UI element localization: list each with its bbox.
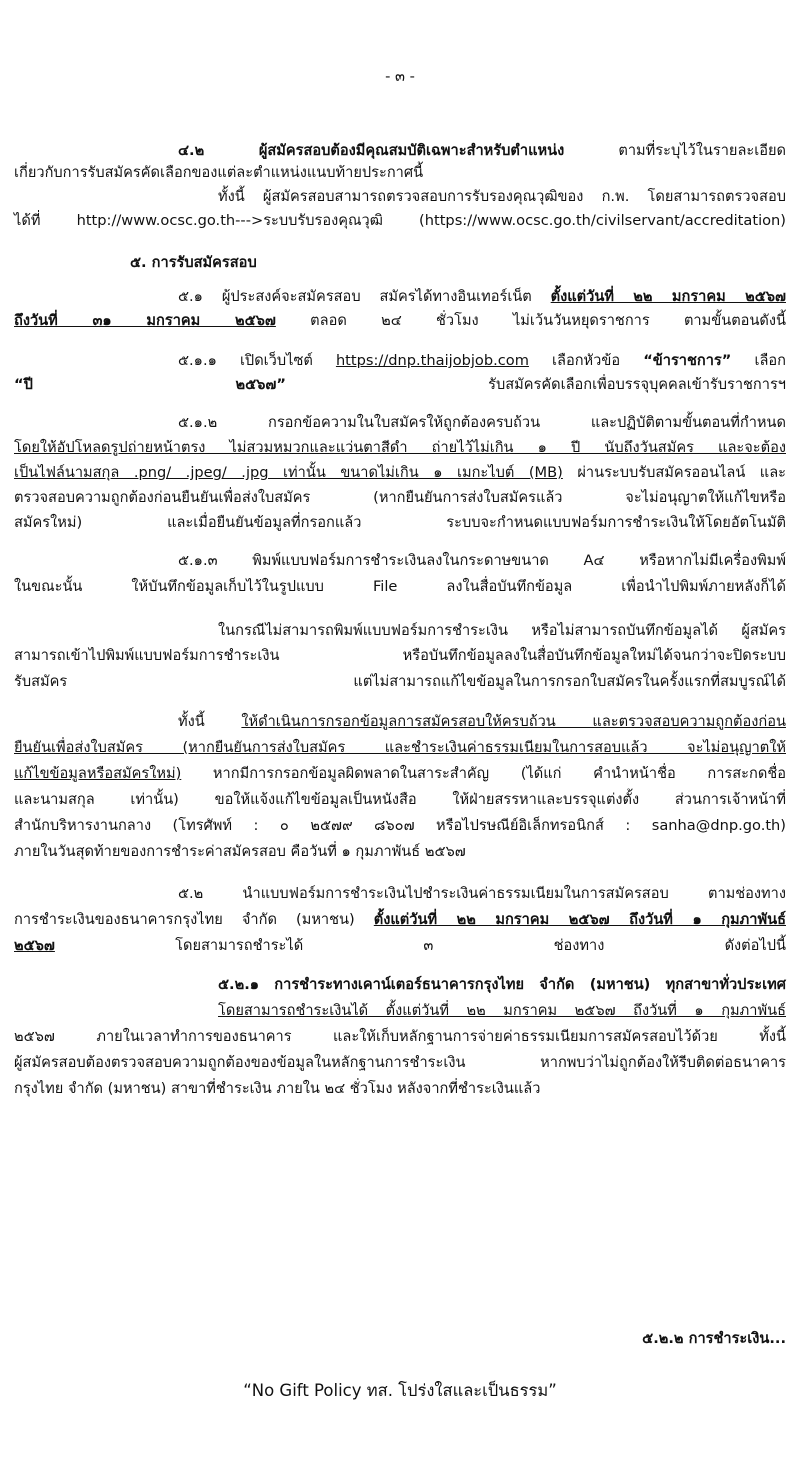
s5-1-line-2 xyxy=(14,310,786,332)
s5-1-2-text: ผ่านระบบรับสมัครออนไลน์ และ xyxy=(562,464,786,481)
s5-1-end-date: ถึงวันที่ ๓๑ มกราคม ๒๕๖๗ xyxy=(14,312,276,329)
s5-1-2-line-3 xyxy=(14,462,786,484)
note-prefix: ทั้งนี้ xyxy=(178,713,242,730)
s4-2-line-2: เกี่ยวกับการรับสมัครคัดเลือกของแต่ละตำแหน่งแนบท้ายประกาศนี้ xyxy=(14,164,424,181)
s5-1-2-line-1: ๕.๑.๒ กรอกข้อความในใบสมัครให้ถูกต้องครบถ้วน และปฏิบัติตามขั้นตอนที่กำหนด xyxy=(178,414,786,431)
note-line-3 xyxy=(14,763,786,785)
note-line-6: ภายในวันสุดท้ายของการชำระค่าสมัครสอบ คือวันที่ ๑ กุมภาพันธ์ ๒๕๖๗ xyxy=(14,843,466,860)
s4-2-line-4: ได้ที่ http://www.ocsc.go.th--->ระบบรับรองคุณวุฒิ (https://www.ocsc.go.th/civilservant/accreditation) xyxy=(14,212,786,229)
s5-2-line-3 xyxy=(14,935,786,957)
s5-2-1-line-4: ผู้สมัครสอบต้องตรวจสอบความถูกต้องของข้อมูลในหลักฐานการชำระเงิน หากพบว่าไม่ถูกต้องให้รีบติดต่อธนาคาร xyxy=(14,1054,786,1071)
s5-heading: ๕. การรับสมัครสอบ xyxy=(130,254,257,271)
s4-2-line-1 xyxy=(178,140,786,162)
s5-1-1-line-1 xyxy=(178,350,786,372)
note-line-4: และนามสกุล เท่านั้น) ขอให้แจ้งแก้ไขข้อมูลเป็นหนังสือ ให้ฝ่ายสรรหาและบรรจุแต่งตั้ง ส่วนการเจ้าหน้าที่ xyxy=(14,791,786,808)
s5-1-2-line-4: ตรวจสอบความถูกต้องก่อนยืนยันเพื่อส่งใบสมัคร (หากยืนยันการส่งใบสมัครแล้ว จะไม่อนุญาตให้แก้ไขหรือ xyxy=(14,489,786,506)
continued-marker: ๕.๒.๒ การชำระเงิน... xyxy=(642,1330,786,1347)
s5-1-3-line-4: สามารถเข้าไปพิมพ์แบบฟอร์มการชำระเงิน หรือบันทึกข้อมูลลงในสื่อบันทึกข้อมูลใหม่ได้จนกว่าจะปิดระบบ xyxy=(14,647,786,664)
s5-1-line-1 xyxy=(178,286,786,308)
s5-2-line-1: ๕.๒ นำแบบฟอร์มการชำระเงินไปชำระเงินค่าธรรมเนียมในการสมัครสอบ ตามช่องทาง xyxy=(178,885,786,902)
page-number: - ๓ - xyxy=(385,68,415,85)
s4-2-heading: ๔.๒ ผู้สมัครสอบต้องมีคุณสมบัติเฉพาะสำหรับตำแหน่ง xyxy=(178,142,565,159)
s5-2-period: ตั้งแต่วันที่ ๒๒ มกราคม ๒๕๖๗ ถึงวันที่ ๑ กุมภาพันธ์ xyxy=(373,911,786,928)
website-link[interactable]: https://dnp.thaijobjob.com xyxy=(335,352,529,369)
note-emphasis: ให้ดำเนินการกรอกข้อมูลการสมัครสอบให้ครบถ้วน และตรวจสอบความถูกต้องก่อน xyxy=(241,713,786,730)
s5-1-text-2: ตลอด ๒๔ ชั่วโมง ไม่เว้นวันหยุดราชการ ตามขั้นตอนดังนี้ xyxy=(275,312,786,329)
note-text: หากมีการกรอกข้อมูลผิดพลาดในสาระสำคัญ (ได้แก่ คำนำหน้าชื่อ การสะกดชื่อ xyxy=(181,765,786,782)
s5-2-text: การชำระเงินของธนาคารกรุงไทย จำกัด (มหาชน) xyxy=(14,911,374,928)
s5-1-1-year: “ปี ๒๕๖๗” xyxy=(14,376,286,393)
note-line-5: สำนักบริหารงานกลาง (โทรศัพท์ : ๐ ๒๕๗๙ ๘๖๐๗ หรือไปรษณีย์อิเล็กทรอนิกส์ : sanha@dnp.go.th) xyxy=(14,817,786,834)
s4-2-line-3: ทั้งนี้ ผู้สมัครสอบสามารถตรวจสอบการรับรองคุณวุฒิของ ก.พ. โดยสามารถตรวจสอบ xyxy=(218,188,786,205)
s5-1-3-line-5: รับสมัคร แต่ไม่สามารถแก้ไขข้อมูลในการกรอกใบสมัครในครั้งแรกที่สมบูรณ์ได้ xyxy=(14,673,786,690)
s5-2-line-2 xyxy=(14,909,786,931)
s5-2-period-year: ๒๕๖๗ xyxy=(14,937,55,954)
footer-slogan: “No Gift Policy ทส. โปร่งใสและเป็นธรรม” xyxy=(243,1381,557,1400)
s5-1-2-file-rules: เป็นไฟล์นามสกุล .png/ .jpeg/ .jpg เท่านั้น ขนาดไม่เกิน ๑ เมกะไบต์ (MB) xyxy=(14,464,563,481)
s5-1-1-line-2 xyxy=(14,374,786,396)
s5-1-2-line-5: สมัครใหม่) และเมื่อยืนยันข้อมูลที่กรอกแล้ว ระบบจะกำหนดแบบฟอร์มการชำระเงินให้โดยอัตโนมัติ xyxy=(14,514,786,531)
s5-1-3-line-3: ในกรณีไม่สามารถพิมพ์แบบฟอร์มการชำระเงิน หรือไม่สามารถบันทึกข้อมูลได้ ผู้สมัคร xyxy=(218,622,786,639)
s5-1-1-category: “ข้าราชการ” xyxy=(643,352,732,369)
s4-2-text: ตามที่ระบุไว้ในรายละเอียด xyxy=(564,142,787,159)
note-emphasis-2: แก้ไขข้อมูลหรือสมัครใหม่) xyxy=(14,765,182,782)
s5-1-2-line-2: โดยให้อัปโหลดรูปถ่ายหน้าตรง ไม่สวมหมวกและแว่นตาสีดำ ถ่ายไว้ไม่เกิน ๑ ปี นับถึงวันสมัคร และจะต้อง xyxy=(14,439,786,456)
s5-2-1-line-3: ๒๕๖๗ ภายในเวลาทำการของธนาคาร และให้เก็บหลักฐานการจ่ายค่าธรรมเนียมการสมัครสอบไว้ด้วย ทั้งนี้ xyxy=(14,1028,786,1045)
s5-2-1-line-5: กรุงไทย จำกัด (มหาชน) สาขาที่ชำระเงิน ภายใน ๒๔ ชั่วโมง หลังจากที่ชำระเงินแล้ว xyxy=(14,1080,541,1097)
note-line-1 xyxy=(178,711,786,733)
note-line-2: ยืนยันเพื่อส่งใบสมัคร (หากยืนยันการส่งใบสมัคร และชำระเงินค่าธรรมเนียมในการสอบแล้ว จะไม่อนุญาตให้ xyxy=(14,739,786,756)
s5-2-1-line-2: โดยสามารถชำระเงินได้ ตั้งแต่วันที่ ๒๒ มกราคม ๒๕๖๗ ถึงวันที่ ๑ กุมภาพันธ์ xyxy=(218,1002,786,1019)
s5-1-1-text-2: เลือก xyxy=(731,352,786,369)
s5-1-1-label: ๕.๑.๑ เปิดเว็บไซต์ xyxy=(178,352,336,369)
s5-1-start-date: ตั้งแต่วันที่ ๒๒ มกราคม ๒๕๖๗ xyxy=(550,288,786,305)
s5-1-text: ๕.๑ ผู้ประสงค์จะสมัครสอบ สมัครได้ทางอินเทอร์เน็ต xyxy=(178,288,551,305)
s5-2-1-line-1: ๕.๒.๑ การชำระทางเคาน์เตอร์ธนาคารกรุงไทย จำกัด (มหาชน) ทุกสาขาทั่วประเทศ xyxy=(218,976,786,993)
s5-1-1-text: เลือกหัวข้อ xyxy=(528,352,644,369)
s5-1-3-line-1: ๕.๑.๓ พิมพ์แบบฟอร์มการชำระเงินลงในกระดาษขนาด A๔ หรือหากไม่มีเครื่องพิมพ์ xyxy=(178,552,786,569)
s5-2-text-2: โดยสามารถชำระได้ ๓ ช่องทาง ดังต่อไปนี้ xyxy=(54,937,786,954)
s5-1-3-line-2: ในขณะนั้น ให้บันทึกข้อมูลเก็บไว้ในรูปแบบ File ลงในสื่อบันทึกข้อมูล เพื่อนำไปพิมพ์ภายหลังก็ได้ xyxy=(14,578,786,595)
s5-1-1-text-3: รับสมัครคัดเลือกเพื่อบรรจุบุคคลเข้ารับราชการฯ xyxy=(285,376,786,393)
